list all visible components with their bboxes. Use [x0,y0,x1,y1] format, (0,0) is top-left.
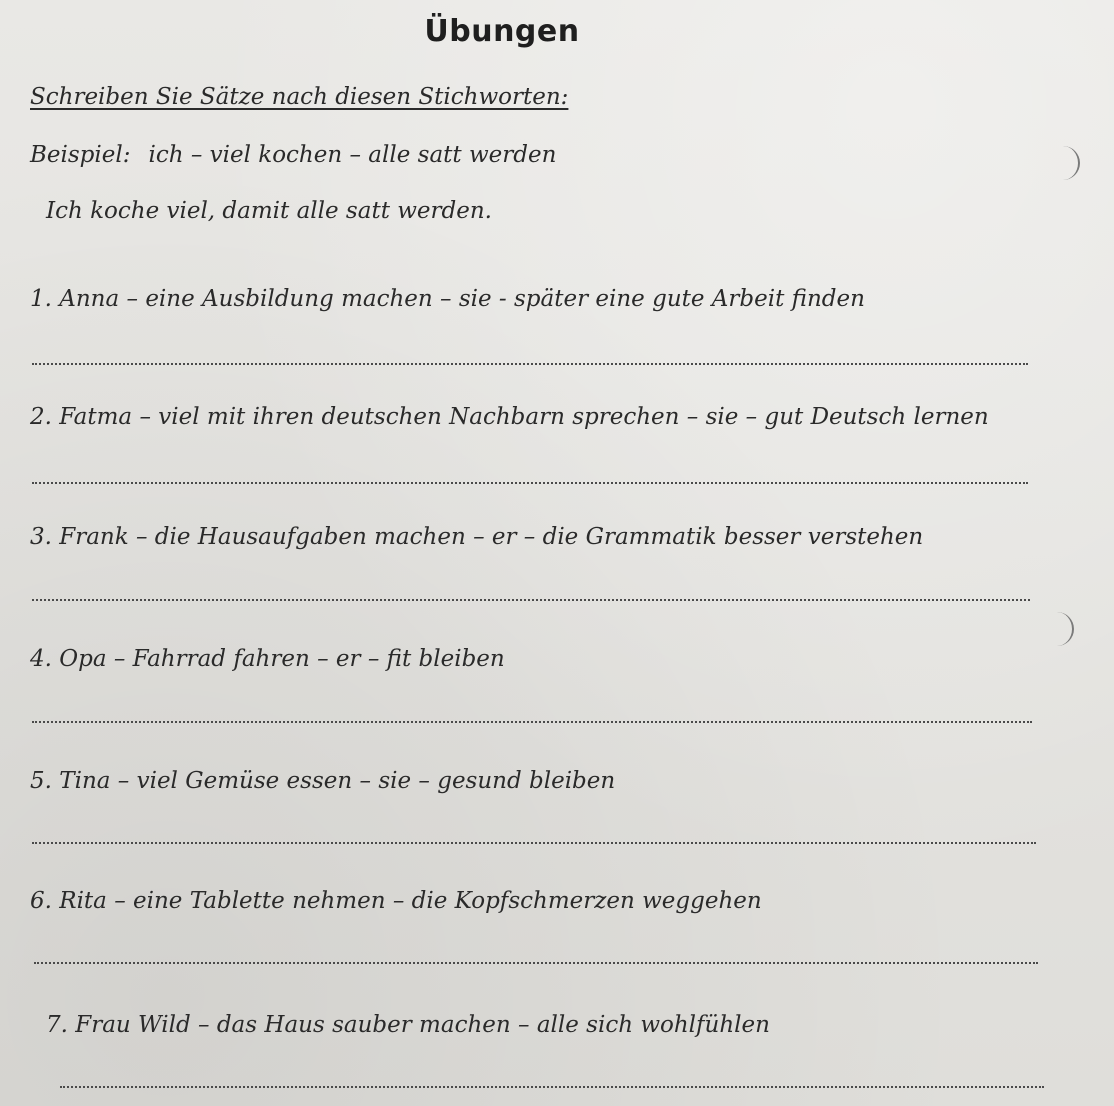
example-answer: Ich koche viel, damit alle satt werden. [46,198,492,224]
exercise-2-answer-line[interactable] [32,482,1028,484]
exercise-6-prompt: 6. Rita – eine Tablette nehmen – die Kopfschmerzen weggehen [30,888,762,914]
page-title: Übungen [424,14,580,49]
exercise-7-prompt: 7. Frau Wild – das Haus sauber machen – alle sich wohlfühlen [46,1012,770,1038]
exercise-3-prompt: 3. Frank – die Hausaufgaben machen – er – die Grammatik besser verstehen [30,524,924,550]
exercise-7-answer-line[interactable] [60,1086,1044,1088]
example-row [30,142,556,168]
example-cue: ich – viel kochen – alle satt werden [148,142,557,168]
exercise-6-answer-line[interactable] [34,962,1038,964]
exercise-2-prompt: 2. Fatma – viel mit ihren deutschen Nachbarn sprechen – sie – gut Deutsch lernen [30,404,989,430]
example-label: Beispiel: [30,142,131,168]
instruction-text: Schreiben Sie Sätze nach diesen Stichworten: [30,84,569,110]
exercise-5-answer-line[interactable] [32,842,1036,844]
exercise-1-prompt: 1. Anna – eine Ausbildung machen – sie - später eine gute Arbeit finden [30,286,865,312]
binder-ring-mark [1046,612,1074,646]
exercise-5-prompt: 5. Tina – viel Gemüse essen – sie – gesund bleiben [30,768,616,794]
binder-ring-mark [1052,146,1080,180]
exercise-4-prompt: 4. Opa – Fahrrad fahren – er – fit bleiben [30,646,505,672]
exercise-3-answer-line[interactable] [32,599,1030,601]
exercise-1-answer-line[interactable] [32,363,1028,365]
exercise-4-answer-line[interactable] [32,721,1032,723]
